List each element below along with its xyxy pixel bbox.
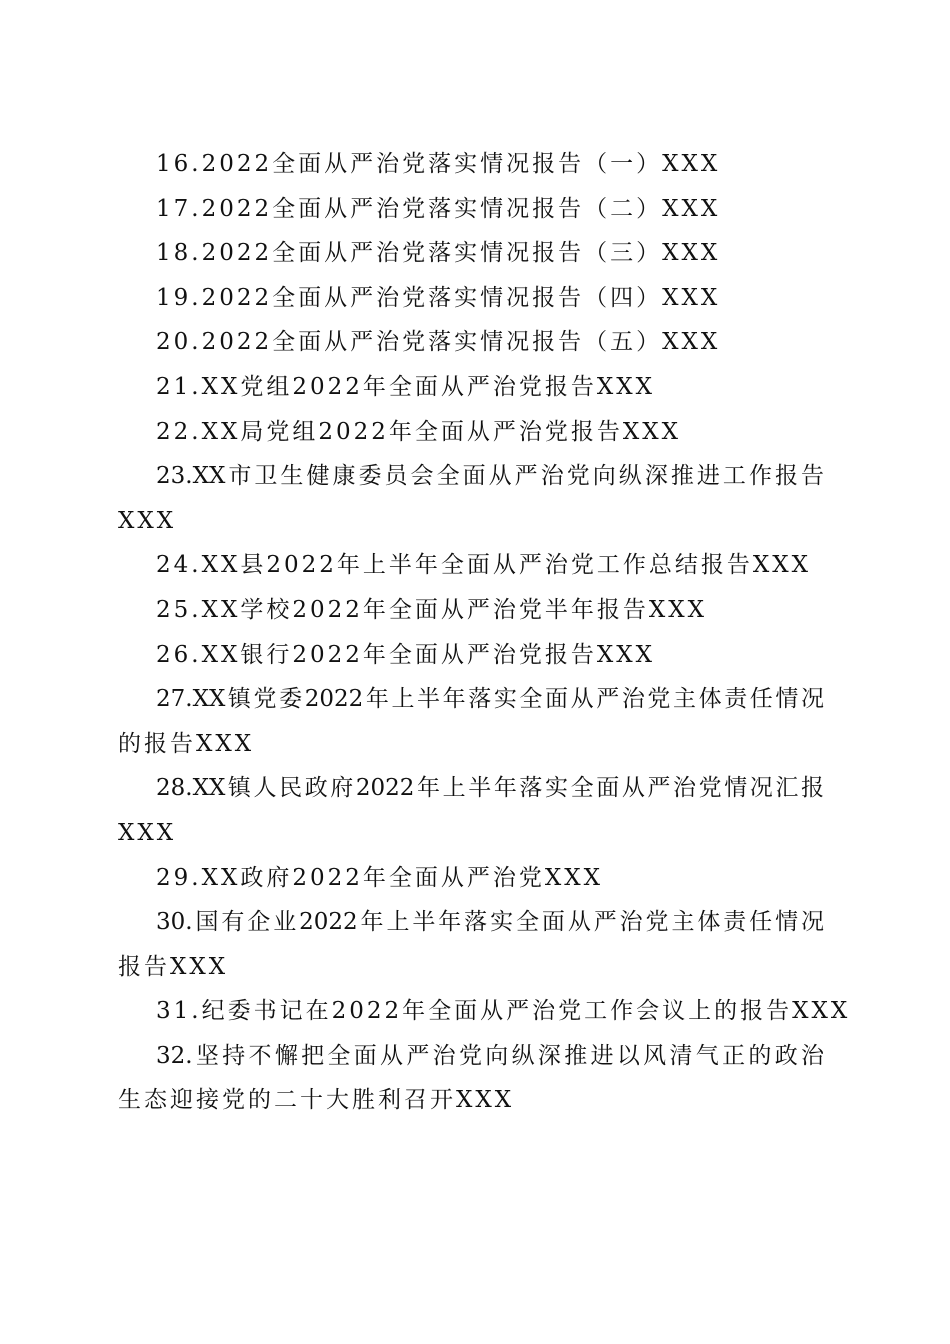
list-item-25: 25.XX学校2022年全面从严治党半年报告XXX	[156, 596, 707, 623]
list-item-17: 17.2022全面从严治党落实情况报告（二）XXX	[156, 195, 721, 222]
list-item-32: 32.坚持不懈把全面从严治党向纵深推进以风清气正的政治	[156, 1042, 824, 1069]
list-item-18: 18.2022全面从严治党落实情况报告（三）XXX	[156, 240, 721, 267]
list-item-27-continuation: 的报告XXX	[118, 730, 255, 757]
list-item-30-continuation: 报告XXX	[118, 953, 229, 980]
list-item-29: 29.XX政府2022年全面从严治党XXX	[156, 864, 603, 891]
list-item-16: 16.2022全面从严治党落实情况报告（一）XXX	[156, 151, 721, 177]
list-item-31: 31.纪委书记在2022年全面从严治党工作会议上的报告XXX	[156, 998, 851, 1025]
list-item-28-continuation: XXX	[118, 819, 177, 846]
document-body	[118, 142, 851, 1123]
list-item-30: 30.国有企业2022年上半年落实全面从严治党主体责任情况	[156, 909, 824, 936]
list-item-20: 20.2022全面从严治党落实情况报告（五）XXX	[156, 329, 721, 356]
list-item-32-continuation: 生态迎接党的二十大胜利召开XXX	[118, 1087, 515, 1114]
list-item-23-continuation: XXX	[118, 507, 177, 534]
list-item-23: 23.XX市卫生健康委员会全面从严治党向纵深推进工作报告	[156, 463, 824, 490]
list-item-22: 22.XX局党组2022年全面从严治党报告XXX	[156, 418, 681, 445]
list-item-26: 26.XX银行2022年全面从严治党报告XXX	[156, 641, 655, 668]
list-item-24: 24.XX县2022年上半年全面从严治党工作总结报告XXX	[156, 552, 811, 579]
list-item-21: 21.XX党组2022年全面从严治党报告XXX	[156, 373, 655, 400]
list-item-19: 19.2022全面从严治党落实情况报告（四）XXX	[156, 284, 721, 311]
list-item-28: 28.XX镇人民政府2022年上半年落实全面从严治党情况汇报	[156, 775, 824, 802]
list-item-27: 27.XX镇党委2022年上半年落实全面从严治党主体责任情况	[156, 686, 824, 713]
